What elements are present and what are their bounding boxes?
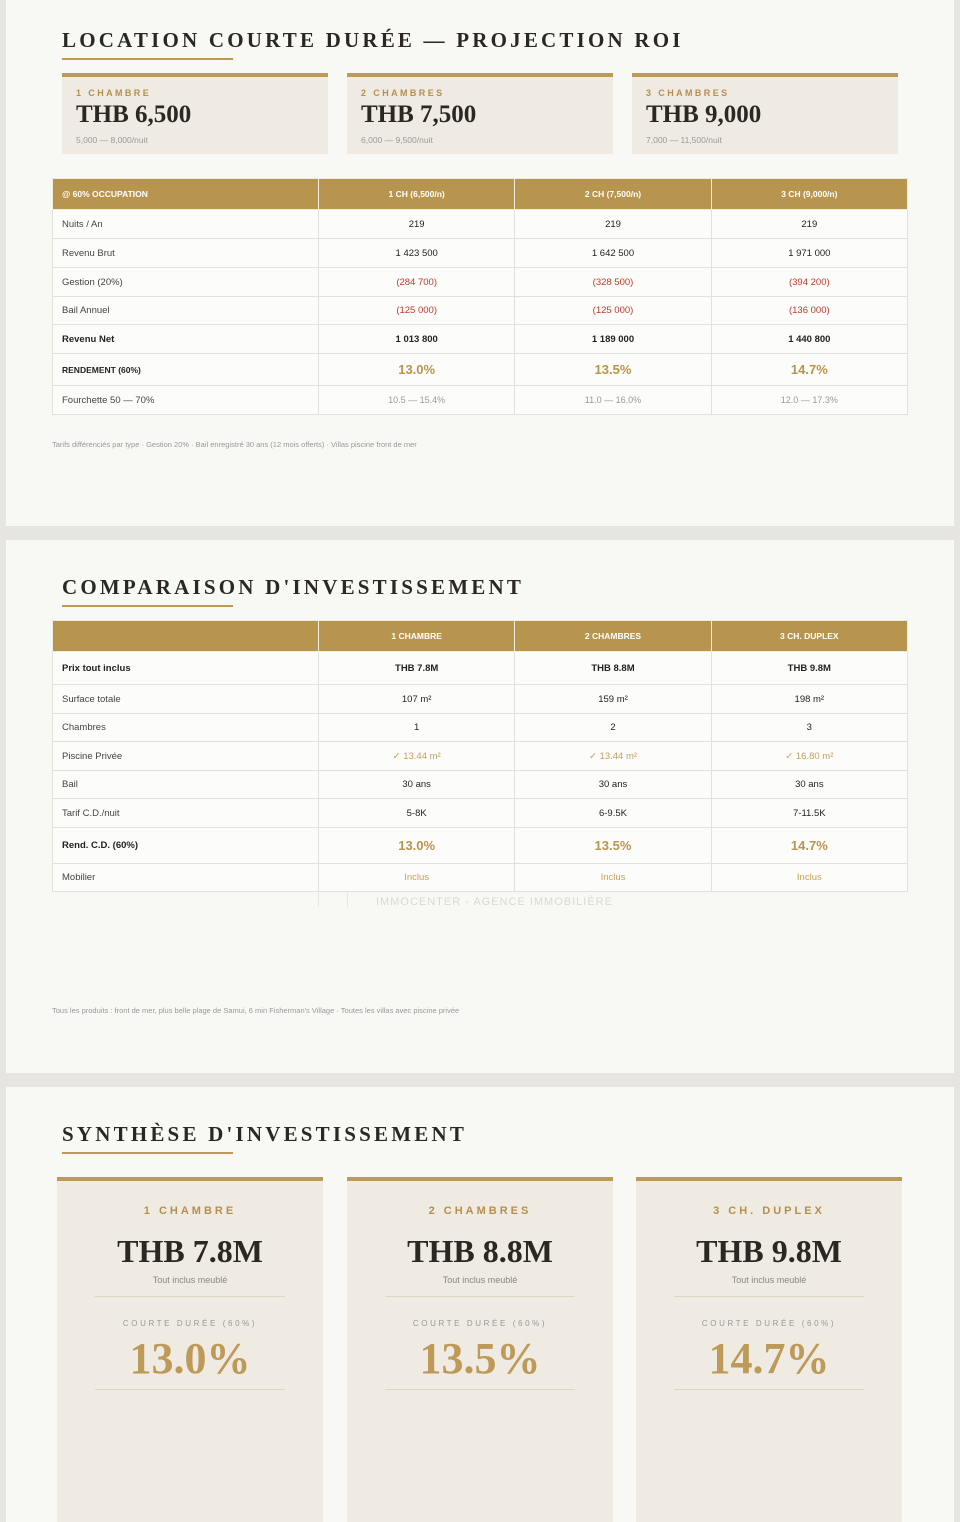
table-cell: Inclus (515, 864, 711, 892)
page-title: COMPARAISON D'INVESTISSEMENT (62, 575, 525, 599)
row-label: RENDEMENT (60%) (53, 354, 319, 386)
row-label: Nuits / An (53, 210, 319, 239)
table-cell: ✓ 13.44 m² (319, 742, 515, 771)
row-label: Mobilier (53, 864, 319, 892)
divider (385, 1389, 575, 1390)
table-row (53, 828, 908, 864)
row-label: Surface totale (53, 685, 319, 714)
column-header: 3 CH (9,000/n) (711, 179, 907, 210)
table-cell: 219 (711, 210, 907, 239)
summary-card-price: THB 8.8M (407, 1233, 553, 1269)
price-card-range: 7,000 — 11,500/nuit (646, 135, 722, 145)
table-cell: (394 200) (711, 268, 907, 297)
table-cell: 12.0 — 17.3% (711, 386, 907, 415)
divider (95, 1296, 285, 1297)
table-row (53, 652, 908, 685)
slide-roi-projection (6, 0, 954, 526)
summary-card-label: 1 CHAMBRE (143, 1205, 237, 1217)
column-header (53, 621, 319, 652)
table-cell: 7-11.5K (711, 799, 907, 828)
summary-card-price: THB 7.8M (117, 1233, 263, 1269)
table-cell: (125 000) (515, 297, 711, 325)
table-row (53, 771, 908, 799)
table-cell: 159 m² (515, 685, 711, 714)
table-cell: 219 (319, 210, 515, 239)
table-cell: 1 971 000 (711, 239, 907, 268)
price-card-label: 2 CHAMBRES (361, 88, 445, 98)
summary-card-subtitle: Tout inclus meublé (442, 1275, 518, 1285)
summary-card-1-chambre (57, 1177, 323, 1522)
table-cell: 13.0% (319, 354, 515, 386)
table-row (53, 714, 908, 742)
price-card-range: 6,000 — 9,500/nuit (361, 135, 433, 145)
row-label: Bail (53, 771, 319, 799)
page-title: LOCATION COURTE DURÉE — PROJECTION ROI (62, 28, 684, 52)
table-cell: 30 ans (319, 771, 515, 799)
title-underline (62, 1152, 233, 1154)
table-row (53, 685, 908, 714)
row-label: Prix tout inclus (53, 652, 319, 685)
table-cell: THB 8.8M (515, 652, 711, 685)
roi-table (52, 178, 908, 415)
table-cell: THB 9.8M (711, 652, 907, 685)
table-cell: 11.0 — 16.0% (515, 386, 711, 415)
column-header: 2 CHAMBRES (515, 621, 711, 652)
table-cell: 30 ans (711, 771, 907, 799)
table-cell: 14.7% (711, 828, 907, 864)
table-row (53, 297, 908, 325)
column-header: 3 CH. DUPLEX (711, 621, 907, 652)
column-header: 2 CH (7,500/n) (515, 179, 711, 210)
table-cell: 13.0% (319, 828, 515, 864)
divider (385, 1296, 575, 1297)
table-row (53, 742, 908, 771)
divider (674, 1296, 864, 1297)
footnote: Tous les produits : front de mer, plus belle plage de Samui, 6 min Fisherman's Village · Toutes les villas avec piscine privée (52, 1006, 460, 1015)
price-card-2-chambres (347, 73, 613, 154)
table-header-row (53, 621, 908, 652)
column-header: 1 CHAMBRE (319, 621, 515, 652)
table-cell: 3 (711, 714, 907, 742)
slide-synthese (6, 1087, 954, 1522)
price-card-value: THB 7,500 (361, 101, 477, 128)
summary-card-yield: 14.7% (708, 1334, 830, 1383)
summary-card-yield: 13.5% (419, 1334, 541, 1383)
summary-card-3-duplex (636, 1177, 902, 1522)
price-card-3-chambres (632, 73, 898, 154)
summary-card-yield-label: COURTE DURÉE (60%) (412, 1319, 548, 1328)
row-label: Fourchette 50 — 70% (53, 386, 319, 415)
price-card-value: THB 6,500 (76, 101, 192, 128)
summary-card-label: 2 CHAMBRES (428, 1205, 532, 1217)
comparison-table (52, 620, 908, 892)
table-cell: 13.5% (515, 354, 711, 386)
summary-card-subtitle: Tout inclus meublé (731, 1275, 807, 1285)
title-underline (62, 58, 233, 60)
row-label: Revenu Net (53, 325, 319, 354)
table-cell: 1 (319, 714, 515, 742)
summary-card-subtitle: Tout inclus meublé (152, 1275, 228, 1285)
divider (674, 1389, 864, 1390)
summary-card-price: THB 9.8M (696, 1233, 842, 1269)
table-cell: 30 ans (515, 771, 711, 799)
table-cell: 1 423 500 (319, 239, 515, 268)
row-label: Tarif C.D./nuit (53, 799, 319, 828)
table-cell: 2 (515, 714, 711, 742)
table-cell: ✓ 13.44 m² (515, 742, 711, 771)
column-header: @ 60% OCCUPATION (53, 179, 319, 210)
table-cell: 1 013 800 (319, 325, 515, 354)
summary-card-yield: 13.0% (129, 1334, 251, 1383)
table-cell: ✓ 16.80 m² (711, 742, 907, 771)
summary-card-yield-label: COURTE DURÉE (60%) (701, 1319, 837, 1328)
price-card-value: THB 9,000 (646, 101, 762, 128)
price-card-label: 1 CHAMBRE (76, 88, 152, 98)
summary-card-label: 3 CH. DUPLEX (713, 1205, 825, 1217)
table-row (53, 210, 908, 239)
table-row (53, 325, 908, 354)
price-card-range: 5,000 — 8,000/nuit (76, 135, 148, 145)
table-row (53, 386, 908, 415)
table-cell: 1 189 000 (515, 325, 711, 354)
table-cell: Inclus (711, 864, 907, 892)
page-title: SYNTHÈSE D'INVESTISSEMENT (62, 1122, 468, 1146)
table-cell: 107 m² (319, 685, 515, 714)
row-label: Bail Annuel (53, 297, 319, 325)
table-cell: 1 642 500 (515, 239, 711, 268)
table-cell: THB 7.8M (319, 652, 515, 685)
row-label: Chambres (53, 714, 319, 742)
table-cell: (284 700) (319, 268, 515, 297)
price-card-label: 3 CHAMBRES (646, 88, 730, 98)
slide-comparaison (6, 540, 954, 1073)
column-header: 1 CH (6,500/n) (319, 179, 515, 210)
price-card-1-chambre (62, 73, 328, 154)
table-row (53, 354, 908, 386)
table-header-row (53, 179, 908, 210)
divider (95, 1389, 285, 1390)
row-label: Revenu Brut (53, 239, 319, 268)
table-cell: (136 000) (711, 297, 907, 325)
row-label: Gestion (20%) (53, 268, 319, 297)
table-cell: 1 440 800 (711, 325, 907, 354)
watermark-text: IMMOCENTER - AGENCE IMMOBILIÈRE (376, 896, 613, 908)
title-underline (62, 605, 233, 607)
table-cell: 6-9.5K (515, 799, 711, 828)
table-cell: 14.7% (711, 354, 907, 386)
table-row (53, 864, 908, 892)
table-cell: Inclus (319, 864, 515, 892)
table-cell: 13.5% (515, 828, 711, 864)
row-label: Rend. C.D. (60%) (53, 828, 319, 864)
table-cell: (328 500) (515, 268, 711, 297)
table-cell: 5-8K (319, 799, 515, 828)
footnote: Tarifs différenciés par type · Gestion 20% · Bail enregistré 30 ans (12 mois offerts) · Villas piscine front de mer (52, 440, 417, 449)
summary-card-yield-label: COURTE DURÉE (60%) (122, 1319, 258, 1328)
table-cell: (125 000) (319, 297, 515, 325)
table-row (53, 268, 908, 297)
row-label: Piscine Privée (53, 742, 319, 771)
summary-card-2-chambres (347, 1177, 613, 1522)
table-cell: 10.5 — 15.4% (319, 386, 515, 415)
table-cell: 219 (515, 210, 711, 239)
table-cell: 198 m² (711, 685, 907, 714)
table-row (53, 239, 908, 268)
table-row (53, 799, 908, 828)
